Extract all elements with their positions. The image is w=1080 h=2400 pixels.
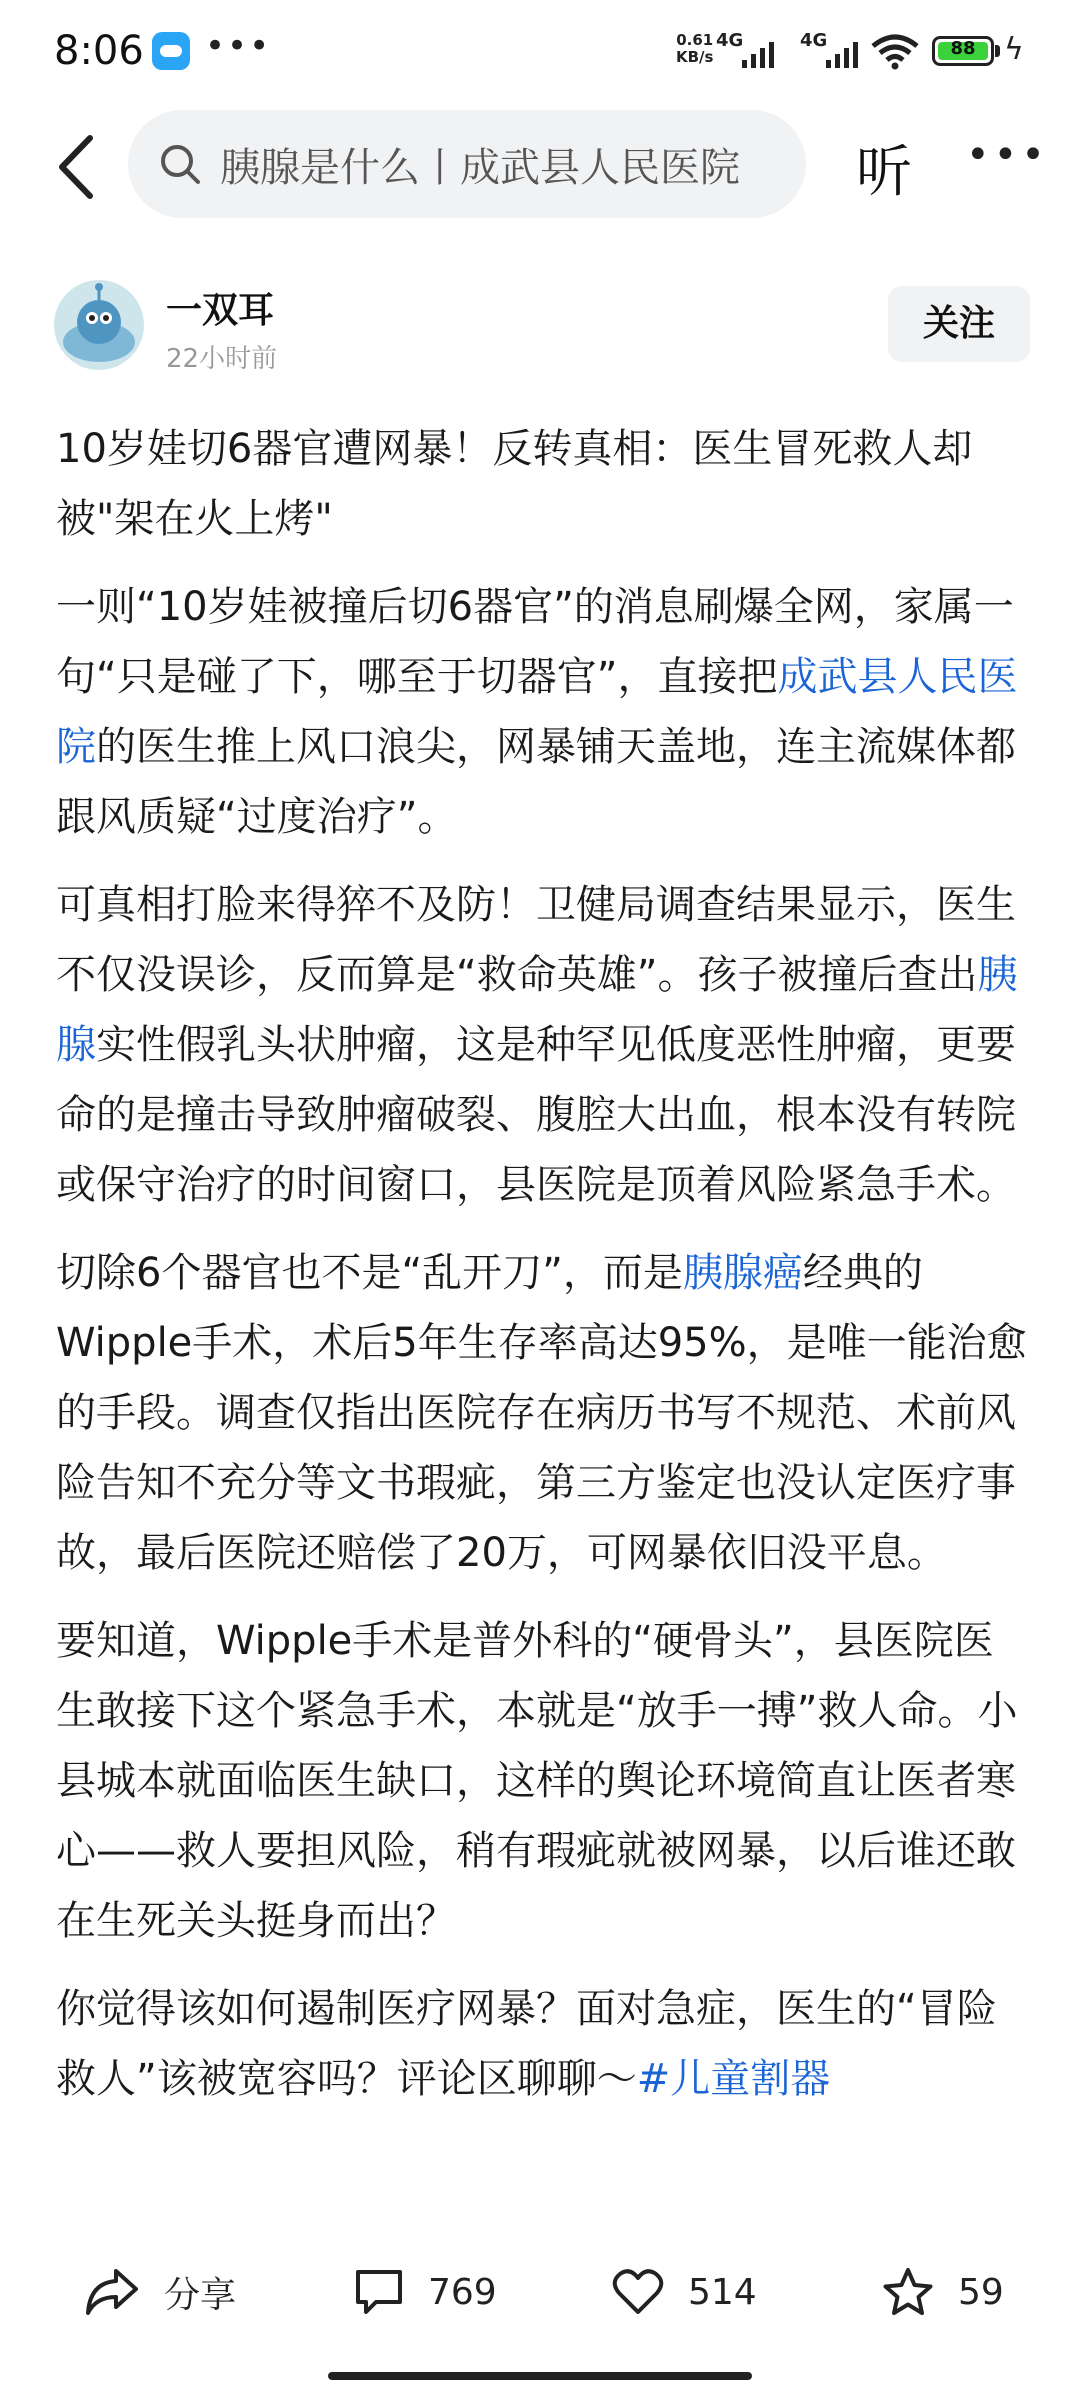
author-name[interactable]: 一双耳: [166, 290, 275, 331]
notification-more-icon: •••: [205, 26, 272, 66]
pancreatic-cancer-link[interactable]: 胰腺癌: [682, 1250, 803, 1296]
home-indicator[interactable]: [328, 2372, 752, 2380]
signal-2-label: 4G: [800, 30, 828, 51]
heart-icon: [612, 2268, 664, 2316]
article-body: [56, 414, 1028, 2132]
hashtag-link[interactable]: #儿童割器: [636, 2056, 831, 2102]
paragraph-1: 一则“10岁娃被撞后切6器官”的消息刷爆全网，家属一句“只是碰了下，哪至于切器官”，直接把成武县人民医院的医生推上风口浪尖，网暴铺天盖地，连主流媒体都跟风质疑“过度治疗”。: [56, 584, 1018, 840]
battery-icon: [932, 36, 994, 66]
comment-icon: [354, 2268, 404, 2316]
pancreas-link[interactable]: 胰腺: [56, 952, 1018, 1068]
weather-app-icon: [152, 32, 190, 70]
battery-level: 88: [950, 38, 976, 59]
follow-button[interactable]: 关注: [888, 286, 1030, 362]
share-button[interactable]: [84, 2262, 236, 2322]
article-title: 10岁娃切6器官遭网暴！反转真相：医生冒死救人却被"架在火上烤": [56, 426, 973, 542]
hospital-link[interactable]: 成武县人民医院: [56, 654, 1018, 770]
back-icon[interactable]: [50, 132, 110, 202]
paragraph-5: 你觉得该如何遏制医疗网暴？面对急症，医生的“冒险救人”该被宽容吗？评论区聊聊～#儿童割器: [56, 1986, 997, 2102]
signal-2-icon: [826, 40, 866, 68]
paragraph-4: 要知道，Wipple手术是普外科的“硬骨头”，县医院医生敢接下这个紧急手术，本就是“放手一搏”救人命。小县城本就面临医生缺口，这样的舆论环境简直让医者寒心——救人要担风险，稍有瑕疵就被网暴，以后谁还敢在生死关头挺身而出？: [56, 1618, 1018, 1944]
avatar[interactable]: [54, 280, 144, 370]
battery-cap: [995, 45, 1000, 57]
network-speed: 0.61 KB/s: [676, 31, 714, 66]
status-time: 8:06: [54, 28, 144, 74]
search-query: 胰腺是什么丨成武县人民医院: [220, 145, 740, 191]
share-icon: [84, 2267, 140, 2317]
favorite-button[interactable]: [882, 2262, 1004, 2322]
charging-icon: ϟ: [1004, 32, 1024, 67]
post-time: 22小时前: [166, 344, 278, 374]
more-options-icon[interactable]: •••: [966, 132, 1049, 178]
paragraph-2: 可真相打脸来得猝不及防！卫健局调查结果显示，医生不仅没误诊，反而算是“救命英雄”。孩子被撞后查出胰腺实性假乳头状肿瘤，这是种罕见低度恶性肿瘤，更要命的是撞击导致肿瘤破裂、腹腔大出血，根本没有转院或保守治疗的时间窗口，县医院是顶着风险紧急手术。: [56, 882, 1018, 1208]
like-button[interactable]: [612, 2262, 757, 2322]
comment-count: 769: [428, 2271, 497, 2313]
share-label: 分享: [164, 2274, 237, 2316]
signal-1-icon: [742, 40, 782, 68]
listen-button[interactable]: 听: [856, 140, 912, 205]
comment-button[interactable]: [354, 2262, 497, 2322]
favorite-count: 59: [958, 2271, 1004, 2313]
paragraph-3: 切除6个器官也不是“乱开刀”，而是胰腺癌经典的Wipple手术，术后5年生存率高达95%，是唯一能治愈的手段。调查仅指出医院存在病历书写不规范、术前风险告知不充分等文书瑕疵，第三方鉴定也没认定医疗事故，最后医院还赔偿了20万，可网暴依旧没平息。: [56, 1250, 1027, 1576]
signal-1-label: 4G: [716, 30, 744, 51]
search-icon: [158, 142, 202, 186]
wifi-icon: [870, 34, 920, 70]
search-bar[interactable]: [128, 110, 806, 218]
star-icon: [882, 2267, 934, 2317]
status-bar: [0, 0, 1080, 104]
like-count: 514: [688, 2271, 757, 2313]
article-viewport: [0, 414, 1080, 2222]
